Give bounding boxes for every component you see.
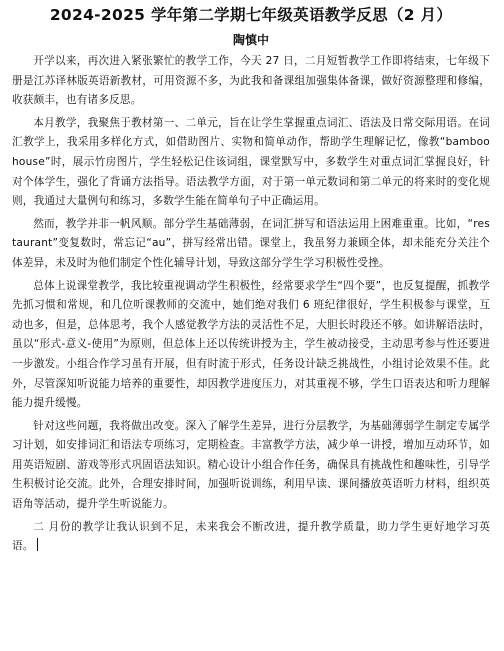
paragraph-classroom-reflection: 总体上说课堂教学，我比较重视调动学生积极性，经常要求学生“四个要”，也反复提醒，抓教学先抓习惯和常规，和几位听课教师的交流中，她们绝对我们 6 班纪律很好，学生积极参与课堂，互动也多，但是，总体思考，我个人感觉教学方法的灵活性不足，大胆长时段还不够。如讲解语法时，虽以“形式-意义-使用”为原则，但总体上还以传统讲授为主，学生被动接受，主动思考参与性还要进一步激发。小组合作学习虽有开展，但有时流于形式，任务设计缺乏挑战性，小组讨论效果不佳。此外，尽管深知听说能力培养的重要性，却因教学进度压力，对其重视不够，学生口语表达和听力理解能力提升缓慢。 bbox=[12, 279, 490, 410]
document-title: 2024-2025 学年第二学期七年级英语教学反思（2 月） bbox=[49, 6, 453, 24]
text-cursor bbox=[37, 538, 39, 551]
paragraph-conclusion-text: 二 月份的教学让我认识到不足，未来我会不断改进，提升教学质量，助力学生更好地学习英语。 bbox=[12, 520, 490, 553]
author-name: 陶慎中 bbox=[232, 33, 269, 47]
paragraph-improvements: 针对这些问题，我将做出改变。深入了解学生差异，进行分层教学，为基础薄弱学生制定专属学习计划，如安排词汇和语法专项练习，定期检查。丰富教学方法，减少单一讲授，增加互动环节，如用英语短剧、游戏等形式巩固语法知识。精心设计小组合作任务，确保具有挑战性和趣味性，引导学生积极讨论交流。此外，合理安排时间，加强听说训练，利用早读、课间播放英语听力材料，组织英语角等活动，提升学生听说能力。 bbox=[12, 419, 490, 511]
paragraph-conclusion[interactable] bbox=[12, 518, 490, 557]
paragraph-difficulties: 然而，教学并非一帆风顺。部分学生基础薄弱，在词汇拼写和语法运用上困难重重。比如，“restaurant”变复数时，常忘记“au”，拼写经常出错。课堂上，我虽努力兼顾全体，却未能充分关注个体差异，未及时为他们制定个性化辅导计划，导致这部分学生学习积极性受挫。 bbox=[12, 217, 490, 269]
paragraph-intro: 开学以来，再次进入紧张繁忙的教学工作，今天 27 日，二月短暂教学工作即将结束，七年级下册是江苏译林版英语新教材，可用资源不多，为此我和备课组加强集体备课，做好资源整理和修编，收获颇丰，也有诸多反思。 bbox=[12, 55, 490, 107]
paragraph-monthly-teaching: 本月教学，我聚焦于教材第一、二单元，旨在让学生掌握重点词汇、语法及日常交际用语。在词汇教学上，我采用多样化方式，如借助图片、实物和简单动作，帮助学生理解记忆，像教“bamboo house”时，展示竹房图片，学生轻松记住该词组，课堂默写中，多数学生对重点词汇掌握良好，针对个体学生，强化了背诵方法指导。语法教学方面，对于第一单元数词和第二单元的将来时的变化规则，我通过大量例句和练习，多数学生能在简单句子中正确运用。 bbox=[12, 116, 490, 208]
